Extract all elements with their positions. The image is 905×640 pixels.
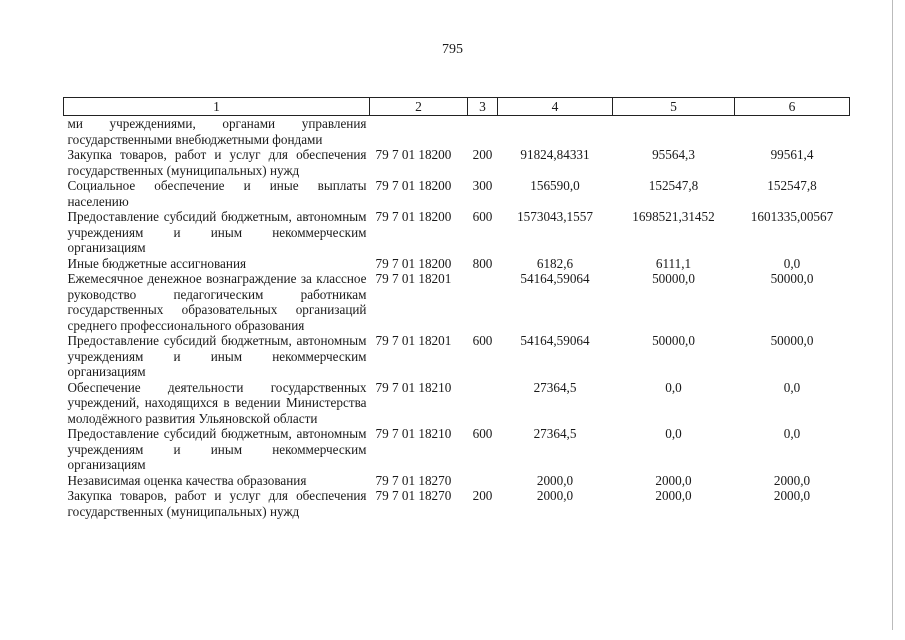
- row-value-2: 152547,8: [648, 178, 699, 193]
- row-vr: [468, 473, 498, 489]
- table-row: [64, 333, 850, 380]
- row-value-1: 27364,5: [533, 426, 577, 441]
- row-value-1: 1573043,1557: [517, 209, 593, 224]
- row-value-1: 156590,0: [530, 178, 580, 193]
- table-row: [64, 488, 850, 519]
- row-name: Социальное обеспечение и иные выплаты населению: [67, 178, 367, 209]
- row-value-2: 50000,0: [652, 333, 695, 348]
- row-name: Предоставление субсидий бюджетным, автономным учреждениям и иным некоммерческим организациям: [67, 426, 367, 472]
- row-value-3: 50000,0: [770, 271, 814, 286]
- row-code: 79 7 01 18210: [375, 379, 452, 395]
- header-col-3: 3: [468, 98, 498, 116]
- row-vr: [468, 380, 498, 427]
- row-vr: 200: [472, 147, 493, 162]
- row-value-3: 0,0: [783, 426, 801, 441]
- row-vr: [468, 271, 498, 333]
- row-name: Иные бюджетные ассигнования: [67, 255, 247, 271]
- row-code: 79 7 01 18201: [375, 333, 452, 348]
- row-code: 79 7 01 18200: [375, 209, 452, 224]
- row-value-2: 0,0: [665, 426, 682, 441]
- row-vr: 800: [472, 255, 493, 271]
- header-col-6: 6: [735, 98, 850, 116]
- row-value-1: 54164,59064: [520, 333, 590, 348]
- row-name: Предоставление субсидий бюджетным, автономным учреждениям и иным некоммерческим организациям: [67, 333, 367, 379]
- row-vr: 300: [472, 178, 493, 193]
- row-value-3: 2000,0: [773, 472, 811, 488]
- row-value-3: [735, 116, 850, 148]
- row-value-1: 2000,0: [536, 488, 574, 503]
- table-row: [64, 473, 850, 489]
- budget-table: [63, 97, 850, 519]
- row-value-1: 54164,59064: [520, 271, 590, 286]
- row-value-2: 50000,0: [652, 271, 695, 286]
- row-name: Закупка товаров, работ и услуг для обеспечения государственных (муниципальных) нужд: [67, 147, 367, 178]
- row-value-1: 91824,84331: [520, 147, 590, 162]
- page-number: 795: [442, 42, 463, 57]
- table-row: [64, 178, 850, 209]
- row-vr: 600: [472, 333, 493, 348]
- row-value-2: 0,0: [665, 379, 682, 395]
- row-value-1: 27364,5: [533, 379, 577, 395]
- table-row: [64, 271, 850, 333]
- row-vr: 200: [472, 488, 493, 503]
- row-value-1: 2000,0: [536, 472, 574, 488]
- table-header-row: [64, 98, 850, 116]
- header-col-4: 4: [498, 98, 613, 116]
- row-name: Независимая оценка качества образования: [67, 472, 307, 488]
- header-col-5: 5: [613, 98, 735, 116]
- row-value-2: [613, 116, 735, 148]
- row-vr: [468, 116, 498, 148]
- table-row: [64, 147, 850, 178]
- row-vr: 600: [472, 209, 493, 224]
- row-name: Обеспечение деятельности государственных учреждений, находящихся в ведении Министерства молодёжного развития Ульяновской области: [67, 379, 367, 426]
- row-code: [370, 116, 468, 148]
- row-value-2: 2000,0: [655, 488, 692, 503]
- table-row: [64, 116, 850, 148]
- row-value-2: 2000,0: [655, 472, 692, 488]
- row-code: 79 7 01 18210: [375, 426, 452, 441]
- row-code: 79 7 01 18200: [375, 178, 452, 193]
- page-edge-line: [892, 0, 893, 630]
- table-row: [64, 256, 850, 272]
- row-code: 79 7 01 18200: [375, 147, 452, 162]
- row-value-1: 6182,6: [536, 255, 574, 271]
- row-code: 79 7 01 18201: [375, 271, 452, 286]
- table-row: [64, 426, 850, 473]
- row-code: 79 7 01 18270: [375, 488, 452, 503]
- row-value-3: 1601335,00567: [750, 209, 834, 224]
- row-value-3: 2000,0: [773, 488, 811, 503]
- row-name: Закупка товаров, работ и услуг для обеспечения государственных (муниципальных) нужд: [67, 488, 367, 519]
- header-col-2: 2: [370, 98, 468, 116]
- row-code: 79 7 01 18200: [375, 255, 452, 271]
- table-row: [64, 209, 850, 256]
- row-value-3: 99561,4: [770, 147, 814, 162]
- row-value-2: 6111,1: [655, 255, 692, 271]
- row-value-3: 0,0: [783, 255, 801, 271]
- row-value-3: 0,0: [783, 379, 801, 395]
- row-name: Предоставление субсидий бюджетным, автономным учреждениям и иным некоммерческим организациям: [67, 209, 367, 255]
- row-value-3: 50000,0: [770, 333, 814, 348]
- row-name: ми учреждениями, органами управления государственными внебюджетными фондами: [67, 116, 367, 147]
- row-name: Ежемесячное денежное вознаграждение за классное руководство педагогическим работникам государственных образовательных организаций среднего профессионального образования: [67, 271, 367, 333]
- header-col-1: 1: [64, 98, 370, 116]
- row-value-3: 152547,8: [767, 178, 817, 193]
- row-value-2: 1698521,31452: [632, 209, 715, 224]
- row-value-2: 95564,3: [652, 147, 695, 162]
- row-vr: 600: [472, 426, 493, 441]
- row-code: 79 7 01 18270: [375, 472, 452, 488]
- table-row: [64, 380, 850, 427]
- row-value-1: [498, 116, 613, 148]
